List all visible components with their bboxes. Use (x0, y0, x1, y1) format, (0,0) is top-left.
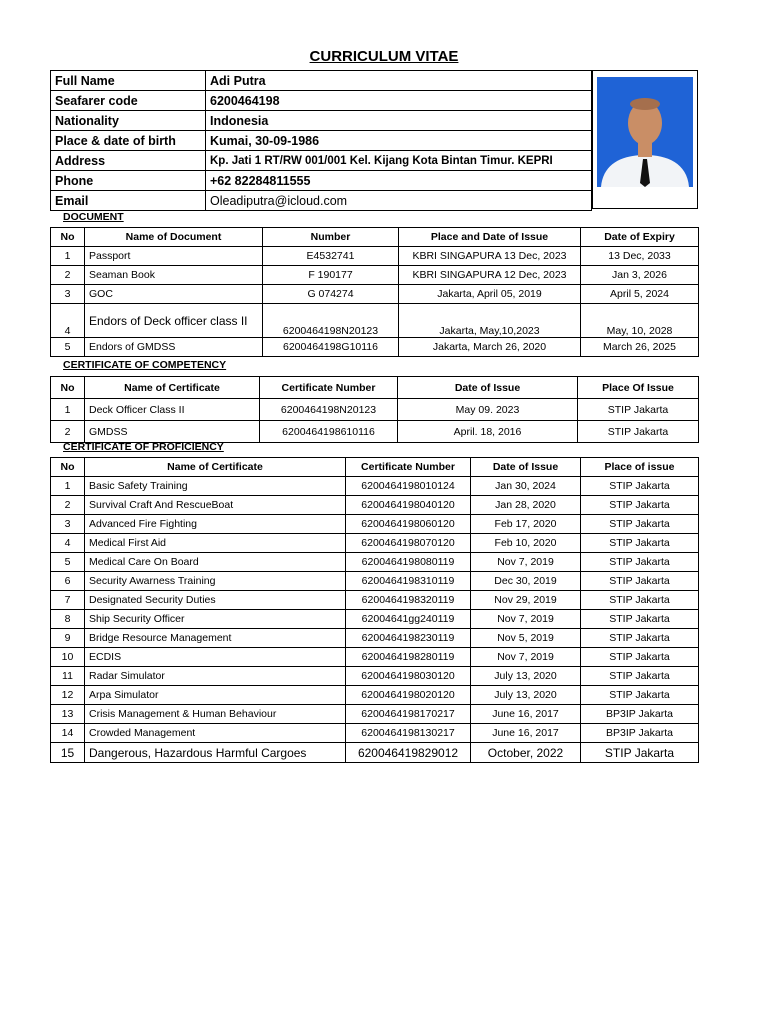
cell: Jakarta, May,10,2023 (399, 304, 581, 338)
table-row (51, 572, 699, 591)
cell: Jan 30, 2024 (471, 477, 581, 496)
competency-heading: CERTIFICATE OF COMPETENCY (63, 359, 227, 371)
cell: Dec 30, 2019 (471, 572, 581, 591)
cell: STIP Jakarta (581, 496, 699, 515)
cell: BP3IP Jakarta (581, 705, 699, 724)
col-header: Date of Expiry (581, 228, 699, 247)
cell: 6200464198G10116 (263, 338, 399, 357)
value: +62 82284811555 (206, 171, 592, 191)
document-heading: DOCUMENT (63, 211, 124, 223)
cell: Jakarta, March 26, 2020 (399, 338, 581, 357)
cell: Nov 7, 2019 (471, 610, 581, 629)
row-birth (51, 131, 592, 151)
cell: Designated Security Duties (85, 591, 346, 610)
table-row (51, 591, 699, 610)
cell: Jakarta, April 05, 2019 (399, 285, 581, 304)
cell: 6 (51, 572, 85, 591)
cell: Feb 17, 2020 (471, 515, 581, 534)
row-phone (51, 171, 592, 191)
row-seafarer-code (51, 91, 592, 111)
cell: STIP Jakarta (581, 629, 699, 648)
cell: Crisis Management & Human Behaviour (85, 705, 346, 724)
value: Adi Putra (206, 71, 592, 91)
col-header: No (51, 228, 85, 247)
cell: October, 2022 (471, 743, 581, 763)
table-row (51, 266, 699, 285)
cell: 6200464198310119 (346, 572, 471, 591)
col-header: Certificate Number (260, 377, 398, 399)
cell: Advanced Fire Fighting (85, 515, 346, 534)
cell: 15 (51, 743, 85, 763)
col-header: Place of issue (581, 458, 699, 477)
cell: STIP Jakarta (581, 534, 699, 553)
cell: 2 (51, 266, 85, 285)
cell: STIP Jakarta (581, 667, 699, 686)
table-row (51, 629, 699, 648)
cell: 6200464198060120 (346, 515, 471, 534)
cell: 6200464198170217 (346, 705, 471, 724)
row-full-name (51, 71, 592, 91)
cell: 6200464198230119 (346, 629, 471, 648)
cell: 6200464198610116 (260, 421, 398, 443)
cell: 13 Dec, 2033 (581, 247, 699, 266)
profile-photo (592, 70, 698, 209)
cell: GMDSS (85, 421, 260, 443)
cell: Endors of GMDSS (85, 338, 263, 357)
cell: Dangerous, Hazardous Harmful Cargoes (85, 743, 346, 763)
label: Nationality (51, 111, 206, 131)
cell: 1 (51, 247, 85, 266)
cell: 6200464198080119 (346, 553, 471, 572)
cell: ECDIS (85, 648, 346, 667)
cell: 6200464198N20123 (260, 399, 398, 421)
cell: G 074274 (263, 285, 399, 304)
cell: 5 (51, 553, 85, 572)
cell: Endors of Deck officer class II (85, 304, 263, 338)
cell: STIP Jakarta (581, 572, 699, 591)
cell: STIP Jakarta (581, 477, 699, 496)
cell: Passport (85, 247, 263, 266)
table-row (51, 515, 699, 534)
competency-table (50, 376, 699, 443)
cell: 6200464198320119 (346, 591, 471, 610)
col-header: No (51, 458, 85, 477)
col-header: Place Of Issue (578, 377, 699, 399)
cell: 1 (51, 477, 85, 496)
proficiency-heading: CERTIFICATE OF PROFICIENCY (63, 441, 224, 453)
cell: April 5, 2024 (581, 285, 699, 304)
cell: 6200464198040120 (346, 496, 471, 515)
cell: May, 10, 2028 (581, 304, 699, 338)
proficiency-table (50, 457, 699, 763)
personal-info-table (50, 70, 592, 211)
col-header: Place and Date of Issue (399, 228, 581, 247)
table-header-row (51, 377, 699, 399)
table-row (51, 421, 699, 443)
cell: March 26, 2025 (581, 338, 699, 357)
value: Kp. Jati 1 RT/RW 001/001 Kel. Kijang Kota Bintan Timur. KEPRI (206, 151, 592, 171)
table-row (51, 705, 699, 724)
cell: Medical First Aid (85, 534, 346, 553)
cell: STIP Jakarta (581, 591, 699, 610)
cell: 6200464198020120 (346, 686, 471, 705)
cell: Nov 7, 2019 (471, 553, 581, 572)
cv-title: CURRICULUM VITAE (309, 48, 459, 65)
label: Email (51, 191, 206, 211)
table-row (51, 648, 699, 667)
cell: BP3IP Jakarta (581, 724, 699, 743)
cell: 9 (51, 629, 85, 648)
col-header: Name of Document (85, 228, 263, 247)
cell: 11 (51, 667, 85, 686)
cell: 6200464198280119 (346, 648, 471, 667)
cell: Survival Craft And RescueBoat (85, 496, 346, 515)
cell: STIP Jakarta (581, 648, 699, 667)
cell: Ship Security Officer (85, 610, 346, 629)
value: Oleadiputra@icloud.com (206, 191, 592, 211)
value: Kumai, 30-09-1986 (206, 131, 592, 151)
cell: July 13, 2020 (471, 686, 581, 705)
person-photo-icon (593, 71, 697, 208)
cell: April. 18, 2016 (398, 421, 578, 443)
col-header: No (51, 377, 85, 399)
cell: 2 (51, 421, 85, 443)
cell: Jan 28, 2020 (471, 496, 581, 515)
cell: 2 (51, 496, 85, 515)
cell: July 13, 2020 (471, 667, 581, 686)
label: Full Name (51, 71, 206, 91)
table-row (51, 247, 699, 266)
table-row (51, 399, 699, 421)
table-row (51, 724, 699, 743)
label: Phone (51, 171, 206, 191)
col-header: Date of Issue (398, 377, 578, 399)
cell: 13 (51, 705, 85, 724)
cell: 14 (51, 724, 85, 743)
cell: Crowded Management (85, 724, 346, 743)
cell: 8 (51, 610, 85, 629)
cell: 10 (51, 648, 85, 667)
cell: May 09. 2023 (398, 399, 578, 421)
row-nationality (51, 111, 592, 131)
table-header-row (51, 458, 699, 477)
cell: 6200464198070120 (346, 534, 471, 553)
cell: GOC (85, 285, 263, 304)
cell: Security Awarness Training (85, 572, 346, 591)
col-header: Number (263, 228, 399, 247)
cell: June 16, 2017 (471, 724, 581, 743)
cell: Arpa Simulator (85, 686, 346, 705)
row-email (51, 191, 592, 211)
table-row (51, 304, 699, 338)
cell: KBRI SINGAPURA 12 Dec, 2023 (399, 266, 581, 285)
cell: STIP Jakarta (581, 610, 699, 629)
cell: 62004641gg240119 (346, 610, 471, 629)
cell: 6200464198130217 (346, 724, 471, 743)
cell: 3 (51, 515, 85, 534)
table-row (51, 534, 699, 553)
table-header-row (51, 228, 699, 247)
label: Address (51, 151, 206, 171)
cell: Medical Care On Board (85, 553, 346, 572)
cell: Nov 29, 2019 (471, 591, 581, 610)
cell: Nov 5, 2019 (471, 629, 581, 648)
cell: 12 (51, 686, 85, 705)
table-row (51, 553, 699, 572)
cell: Bridge Resource Management (85, 629, 346, 648)
cell: STIP Jakarta (581, 553, 699, 572)
cell: Jan 3, 2026 (581, 266, 699, 285)
table-row (51, 477, 699, 496)
row-address (51, 151, 592, 171)
cell: 6200464198010124 (346, 477, 471, 496)
document-table (50, 227, 699, 357)
cell: STIP Jakarta (581, 686, 699, 705)
table-row (51, 338, 699, 357)
value: 6200464198 (206, 91, 592, 111)
label: Place & date of birth (51, 131, 206, 151)
cell: Feb 10, 2020 (471, 534, 581, 553)
cell: STIP Jakarta (581, 743, 699, 763)
cell: 6200464198N20123 (263, 304, 399, 338)
cell: Nov 7, 2019 (471, 648, 581, 667)
cell: 5 (51, 338, 85, 357)
cell: E4532741 (263, 247, 399, 266)
cell: Seaman Book (85, 266, 263, 285)
cell: Deck Officer Class II (85, 399, 260, 421)
cell: STIP Jakarta (578, 399, 699, 421)
cell: F 190177 (263, 266, 399, 285)
cell: 4 (51, 534, 85, 553)
cell: 620046419829012 (346, 743, 471, 763)
cell: 4 (51, 304, 85, 338)
cell: STIP Jakarta (578, 421, 699, 443)
value: Indonesia (206, 111, 592, 131)
col-header: Name of Certificate (85, 377, 260, 399)
col-header: Date of Issue (471, 458, 581, 477)
table-row (51, 743, 699, 763)
cell: Basic Safety Training (85, 477, 346, 496)
cell: KBRI SINGAPURA 13 Dec, 2023 (399, 247, 581, 266)
cell: 7 (51, 591, 85, 610)
cell: STIP Jakarta (581, 515, 699, 534)
cell: 3 (51, 285, 85, 304)
table-row (51, 496, 699, 515)
cell: Radar Simulator (85, 667, 346, 686)
table-row (51, 610, 699, 629)
col-header: Certificate Number (346, 458, 471, 477)
col-header: Name of Certificate (85, 458, 346, 477)
cell: 1 (51, 399, 85, 421)
label: Seafarer code (51, 91, 206, 111)
table-row (51, 285, 699, 304)
cell: June 16, 2017 (471, 705, 581, 724)
table-row (51, 667, 699, 686)
cell: 6200464198030120 (346, 667, 471, 686)
table-row (51, 686, 699, 705)
